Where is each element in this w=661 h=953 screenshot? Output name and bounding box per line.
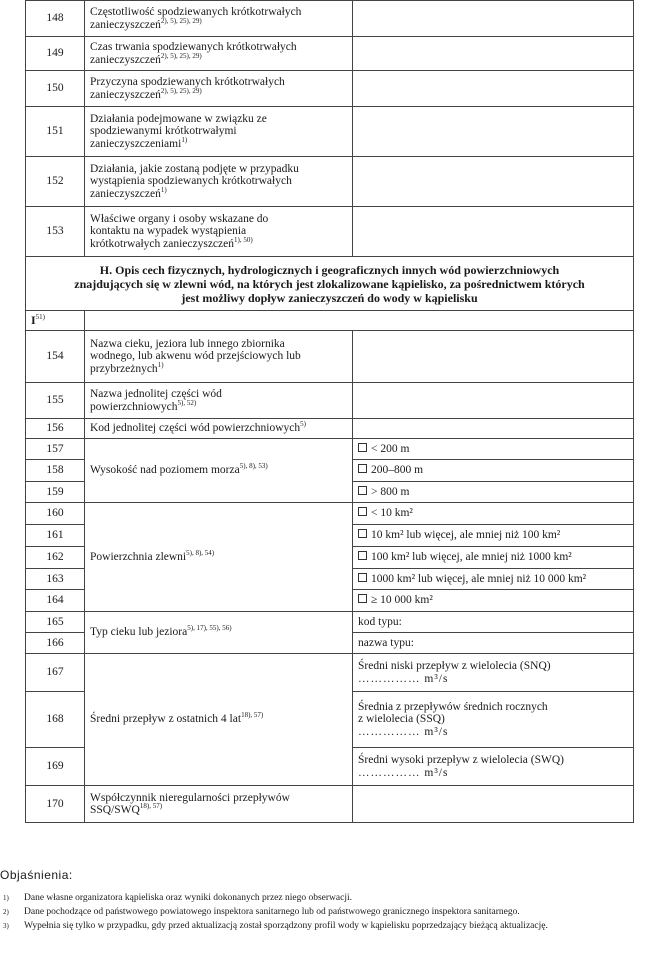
note-text: Dane pochodzące od państwowego powiatowego inspektora sanitarnego lub od państwowego granicznego inspektora sanitarnego. — [24, 907, 520, 917]
table-row — [26, 383, 634, 419]
checkbox-icon[interactable] — [358, 486, 367, 495]
row-label: Przyczyna spodziewanych krótkotrwałych zanieczyszczeń$^{2), 5), 25), 29)}$ — [85, 71, 353, 107]
row-number: 163 — [26, 569, 85, 590]
type-code-field[interactable]: kod typu: — [353, 612, 634, 633]
table-row — [26, 654, 634, 692]
checkbox-icon[interactable] — [358, 464, 367, 473]
catchment-option[interactable]: 1000 km² lub więcej, ale mniej niż 10 000 km² — [353, 569, 634, 590]
row-label: Nazwa cieku, jeziora lub innego zbiornika wodnego, lub akwenu wód przejściowych lub przybrzeżnych$^{1)}$ — [85, 331, 353, 383]
row-number: 148 — [26, 1, 85, 37]
note-item — [0, 907, 661, 918]
catchment-option[interactable]: 10 km² lub więcej, ale mniej niż 100 km² — [353, 525, 634, 547]
type-label: Typ cieku lub jeziora$^{5), 17), 55), 56)}$ — [85, 612, 353, 654]
table-row — [26, 37, 634, 71]
note-marker: 2) — [3, 908, 9, 916]
row-number: 149 — [26, 37, 85, 71]
bathing-water-profile-table — [25, 0, 634, 823]
subsection-blank — [85, 311, 634, 331]
row-number: 155 — [26, 383, 85, 419]
row-number: 159 — [26, 482, 85, 503]
flow-ssq-field[interactable]: Średnia z przepływów średnich rocznych z wielolecia (SSQ) …………… m³/s — [353, 692, 634, 748]
catchment-option[interactable]: 100 km² lub więcej, ale mniej niż 1000 km² — [353, 547, 634, 569]
row-label: Częstotliwość spodziewanych krótkotrwałych zanieczyszczeń$^{2), 5), 25), 29)}$ — [85, 1, 353, 37]
table-row — [26, 157, 634, 207]
flow-snq-field[interactable]: Średni niski przepływ z wielolecia (SNQ) …………… m³/s — [353, 654, 634, 692]
answer-cell[interactable] — [353, 107, 634, 157]
flow-label: Średni przepływ z ostatnich 4 lat$^{18), 57)}$ — [85, 654, 353, 786]
table-row — [26, 71, 634, 107]
row-label: Czas trwania spodziewanych krótkotrwałych zanieczyszczeń$^{2), 5), 25), 29)}$ — [85, 37, 353, 71]
row-number: 168 — [26, 692, 85, 748]
checkbox-icon[interactable] — [358, 529, 367, 538]
table-row — [26, 107, 634, 157]
row-number: 162 — [26, 547, 85, 569]
row-label: Działania podejmowane w związku ze spodziewanymi krótkotrwałymi zanieczyszczeniami$^{1)}$ — [85, 107, 353, 157]
answer-cell[interactable] — [353, 1, 634, 37]
table-row — [26, 439, 634, 460]
row-number: 164 — [26, 590, 85, 612]
answer-cell[interactable] — [353, 419, 634, 439]
table-row — [26, 503, 634, 525]
row-number: 150 — [26, 71, 85, 107]
table-row — [26, 612, 634, 633]
flow-swq-field[interactable]: Średni wysoki przepływ z wielolecia (SWQ) …………… m³/s — [353, 748, 634, 786]
answer-cell[interactable] — [353, 157, 634, 207]
note-text: Dane własne organizatora kąpieliska oraz wyniki dokonanych przez niego obserwacji. — [24, 893, 352, 903]
altitude-option[interactable]: > 800 m — [353, 482, 634, 503]
row-number: 156 — [26, 419, 85, 439]
row-number: 153 — [26, 207, 85, 257]
table-row — [26, 786, 634, 823]
section-header-row — [26, 257, 634, 311]
row-number: 165 — [26, 612, 85, 633]
altitude-option[interactable]: 200–800 m — [353, 460, 634, 482]
answer-cell[interactable] — [353, 383, 634, 419]
row-number: 152 — [26, 157, 85, 207]
table-row — [26, 1, 634, 37]
row-number: 151 — [26, 107, 85, 157]
checkbox-icon[interactable] — [358, 573, 367, 582]
subsection-label: $I^{51)}$ — [26, 311, 85, 331]
note-item — [0, 921, 661, 932]
note-marker: 1) — [3, 894, 9, 902]
row-number: 170 — [26, 786, 85, 823]
row-label: Kod jednolitej części wód powierzchniowych$^{5)}$ — [85, 419, 353, 439]
note-item — [0, 893, 661, 904]
checkbox-icon[interactable] — [358, 507, 367, 516]
checkbox-icon[interactable] — [358, 551, 367, 560]
notes-title: Objaśnienia: — [0, 868, 73, 882]
answer-cell[interactable] — [353, 207, 634, 257]
row-number: 154 — [26, 331, 85, 383]
table-row — [26, 331, 634, 383]
row-label: Właściwe organy i osoby wskazane do kontaktu na wypadek wystąpienia krótkotrwałych zanieczyszczeń$^{1), 50)}$ — [85, 207, 353, 257]
row-label: Współczynnik nieregularności przepływów SSQ/$SWQ^{18), 57)}$ — [85, 786, 353, 823]
catchment-option[interactable]: < 10 km² — [353, 503, 634, 525]
row-label: Działania, jakie zostaną podjęte w przypadku wystąpienia spodziewanych krótkotrwałych zanieczyszczeń$^{1)}$ — [85, 157, 353, 207]
catchment-label: Powierzchnia zlewni$^{5), 8), 54)}$ — [85, 503, 353, 612]
note-text: Wypełnia się tylko w przypadku, gdy przed aktualizacją został sporządzony profil wody w kąpielisku poprzedzający bieżącą aktualizację. — [24, 921, 548, 931]
row-number: 158 — [26, 460, 85, 482]
checkbox-icon[interactable] — [358, 443, 367, 452]
altitude-label: Wysokość nad poziomem morza$^{5), 8), 53)}$ — [85, 439, 353, 503]
row-number: 161 — [26, 525, 85, 547]
row-number: 160 — [26, 503, 85, 525]
answer-cell[interactable] — [353, 71, 634, 107]
type-name-field[interactable]: nazwa typu: — [353, 633, 634, 654]
row-number: 157 — [26, 439, 85, 460]
row-number: 166 — [26, 633, 85, 654]
checkbox-icon[interactable] — [358, 594, 367, 603]
row-number: 169 — [26, 748, 85, 786]
table-row — [26, 207, 634, 257]
answer-cell[interactable] — [353, 331, 634, 383]
section-h-title: H. Opis cech fizycznych, hydrologicznych i geograficznych innych wód powierzchniowych znajdujących się w zlewni wód, na których jest zlokalizowane kąpielisko, za pośrednictwem których jest możliwy dopływ zanieczyszczeń do wody w kąpielisku — [26, 257, 634, 311]
notes-list — [0, 893, 661, 935]
note-marker: 3) — [3, 922, 9, 930]
row-label: Nazwa jednolitej części wód powierzchniowych$^{5), 52)}$ — [85, 383, 353, 419]
table-row — [26, 419, 634, 439]
answer-cell[interactable] — [353, 37, 634, 71]
row-number: 167 — [26, 654, 85, 692]
altitude-option[interactable]: < 200 m — [353, 439, 634, 460]
catchment-option[interactable]: ≥ 10 000 km² — [353, 590, 634, 612]
subsection-row — [26, 311, 634, 331]
answer-cell[interactable] — [353, 786, 634, 823]
